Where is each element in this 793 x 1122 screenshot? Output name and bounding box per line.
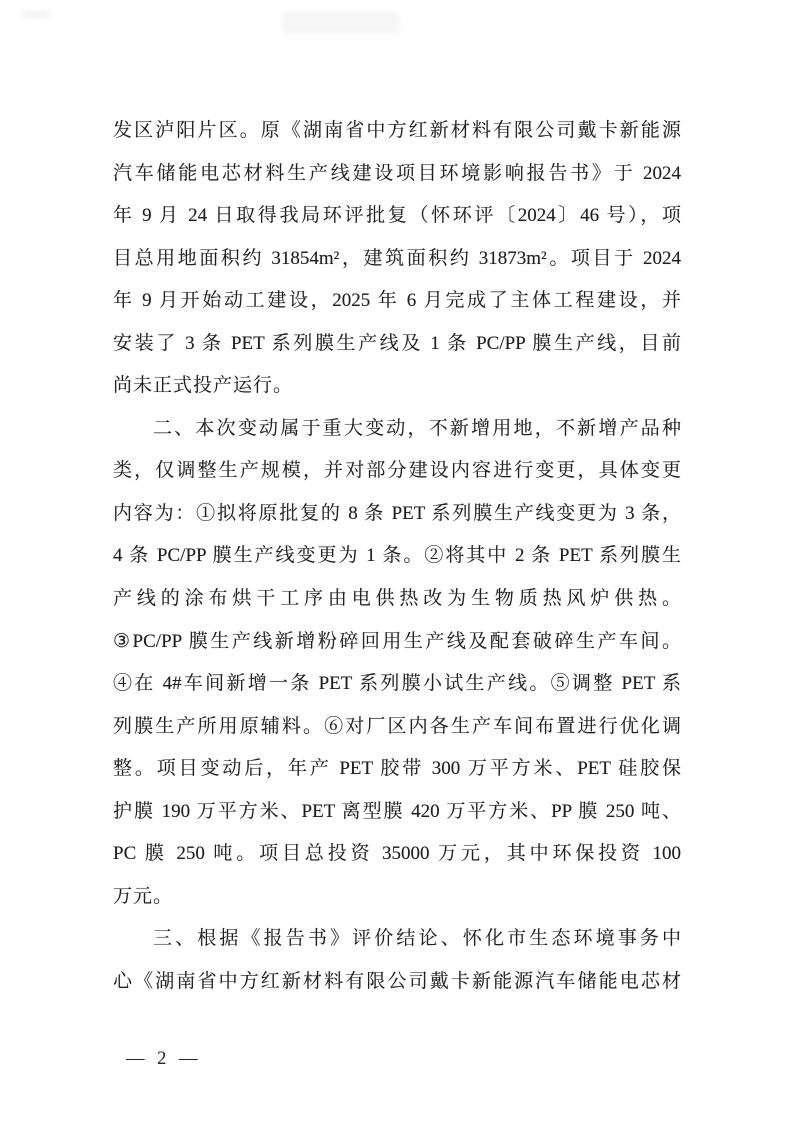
text-line: 护膜 190 万平方米、PET 离型膜 420 万平方米、PP 膜 250 吨、	[113, 800, 681, 822]
page-number: — 2 —	[126, 1049, 202, 1069]
text-line: 心《湖南省中方红新材料有限公司戴卡新能源汽车储能电芯材	[113, 970, 681, 992]
text-line: 整。项目变动后，年产 PET 胶带 300 万平方米、PET 硅胶保	[113, 758, 681, 780]
text-line: PC 膜 250 吨。项目总投资 35000 万元，其中环保投资 100	[113, 843, 681, 865]
text-line: 安装了 3 条 PET 系列膜生产线及 1 条 PC/PP 膜生产线，目前	[113, 332, 681, 354]
text-line: 汽车储能电芯材料生产线建设项目环境影响报告书》于 2024	[113, 162, 681, 184]
scan-artifact	[22, 11, 50, 18]
document-body	[113, 110, 681, 1003]
scan-artifact	[282, 12, 400, 34]
text-line: 发区泸阳片区。原《湖南省中方红新材料有限公司戴卡新能源	[113, 120, 681, 141]
text-line: 4 条 PC/PP 膜生产线变更为 1 条。②将其中 2 条 PET 系列膜生	[113, 545, 681, 567]
text-line: 年 9 月 24 日取得我局环评批复（怀环评〔2024〕46 号），项	[113, 205, 681, 227]
text-line: 目总用地面积约 31854m²，建筑面积约 31873m²。项目于 2024	[113, 247, 681, 269]
text-line: 产线的涂布烘干工序由电供热改为生物质热风炉供热。	[113, 588, 681, 610]
text-line: 三、根据《报告书》评价结论、怀化市生态环境事务中	[153, 928, 681, 950]
text-line: 内容为：①拟将原批复的 8 条 PET 系列膜生产线变更为 3 条，	[113, 502, 681, 524]
text-line: 二、本次变动属于重大变动，不新增用地，不新增产品种	[153, 417, 681, 439]
text-line: 万元。	[113, 885, 174, 907]
text-line: 列膜生产所用原辅料。⑥对厂区内各生产车间布置进行优化调	[113, 715, 681, 737]
text-line: 年 9 月开始动工建设，2025 年 6 月完成了主体工程建设，并	[113, 290, 681, 312]
text-line: ③PC/PP 膜生产线新增粉碎回用生产线及配套破碎生产车间。	[113, 630, 681, 652]
text-line: 类，仅调整生产规模，并对部分建设内容进行变更，具体变更	[113, 460, 681, 482]
text-line: ④在 4#车间新增一条 PET 系列膜小试生产线。⑤调整 PET 系	[113, 673, 681, 695]
text-line: 尚未正式投产运行。	[113, 375, 294, 397]
